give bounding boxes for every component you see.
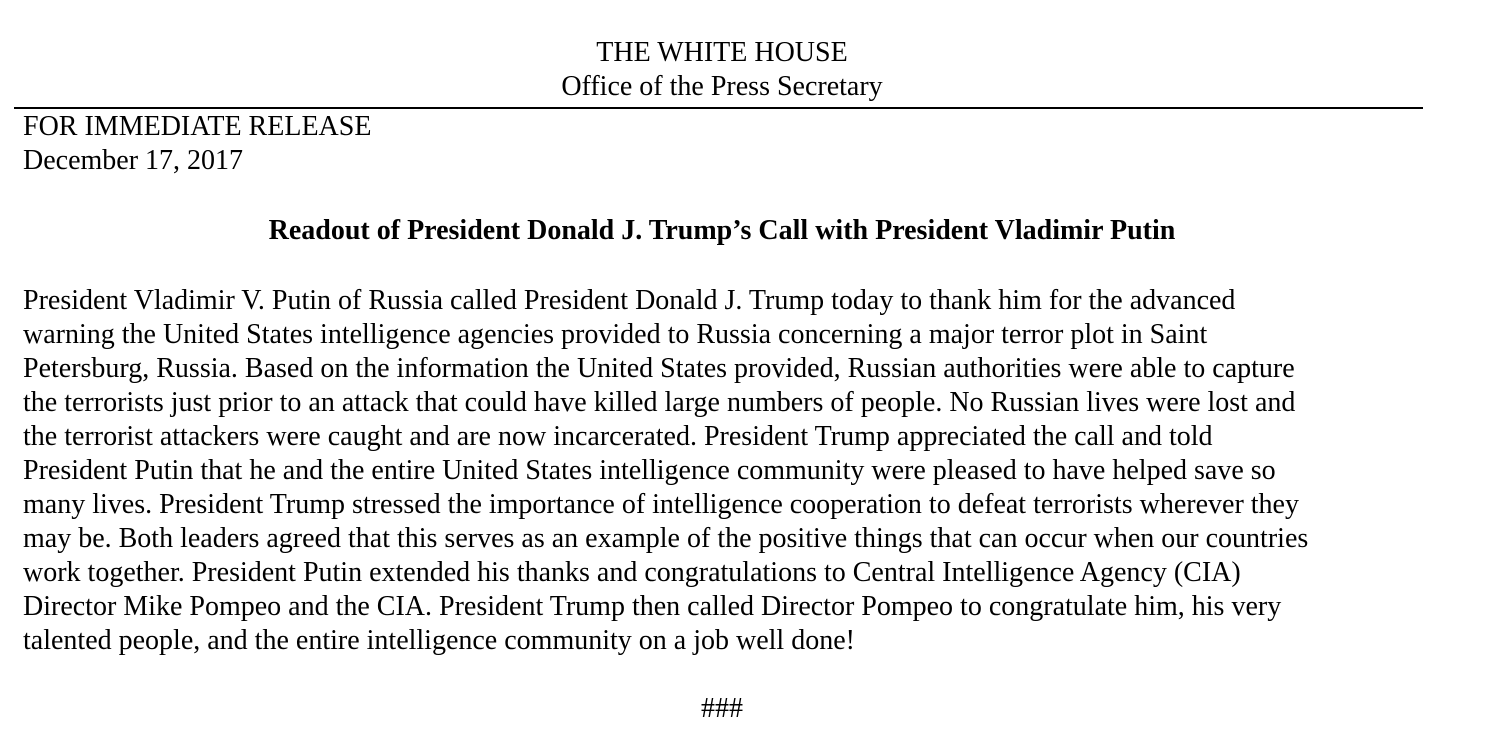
body-line: President Vladimir V. Putin of Russia called President Donald J. Trump today to thank him for the advanced — [23, 285, 1236, 316]
readout-headline: Readout of President Donald J. Trump’s Call with President Vladimir Putin — [268, 215, 1176, 246]
release-date: December 17, 2017 — [23, 145, 244, 176]
office-name: Office of the Press Secretary — [561, 71, 883, 102]
body-line: may be. Both leaders agreed that this serves as an example of the positive things that can occur when our countries — [23, 523, 1309, 554]
end-mark: ### — [701, 693, 743, 724]
body-line: the terrorists just prior to an attack that could have killed large numbers of people. No Russian lives were lost and — [23, 387, 1296, 418]
header-divider — [14, 107, 1423, 109]
body-line: warning the United States intelligence agencies provided to Russia concerning a major terror plot in Saint — [23, 319, 1208, 350]
body-line: Director Mike Pompeo and the CIA. President Trump then called Director Pompeo to congratulate him, his very — [23, 591, 1282, 622]
body-line: Petersburg, Russia. Based on the information the United States provided, Russian authorities were able to capture — [23, 353, 1295, 384]
release-block — [23, 110, 371, 178]
body-line: work together. President Putin extended his thanks and congratulations to Central Intelligence Agency (CIA) — [23, 557, 1241, 588]
agency-name: THE WHITE HOUSE — [596, 37, 848, 68]
body-line: talented people, and the entire intelligence community on a job well done! — [23, 625, 855, 656]
release-label: FOR IMMEDIATE RELEASE — [23, 111, 372, 142]
readout-body — [23, 284, 1423, 658]
body-line: many lives. President Trump stressed the importance of intelligence cooperation to defeat terrorists wherever they — [23, 489, 1299, 520]
document-header — [0, 36, 1444, 104]
body-line: President Putin that he and the entire United States intelligence community were pleased to have helped save so — [23, 455, 1276, 486]
body-line: the terrorist attackers were caught and are now incarcerated. President Trump appreciated the call and told — [23, 421, 1213, 452]
